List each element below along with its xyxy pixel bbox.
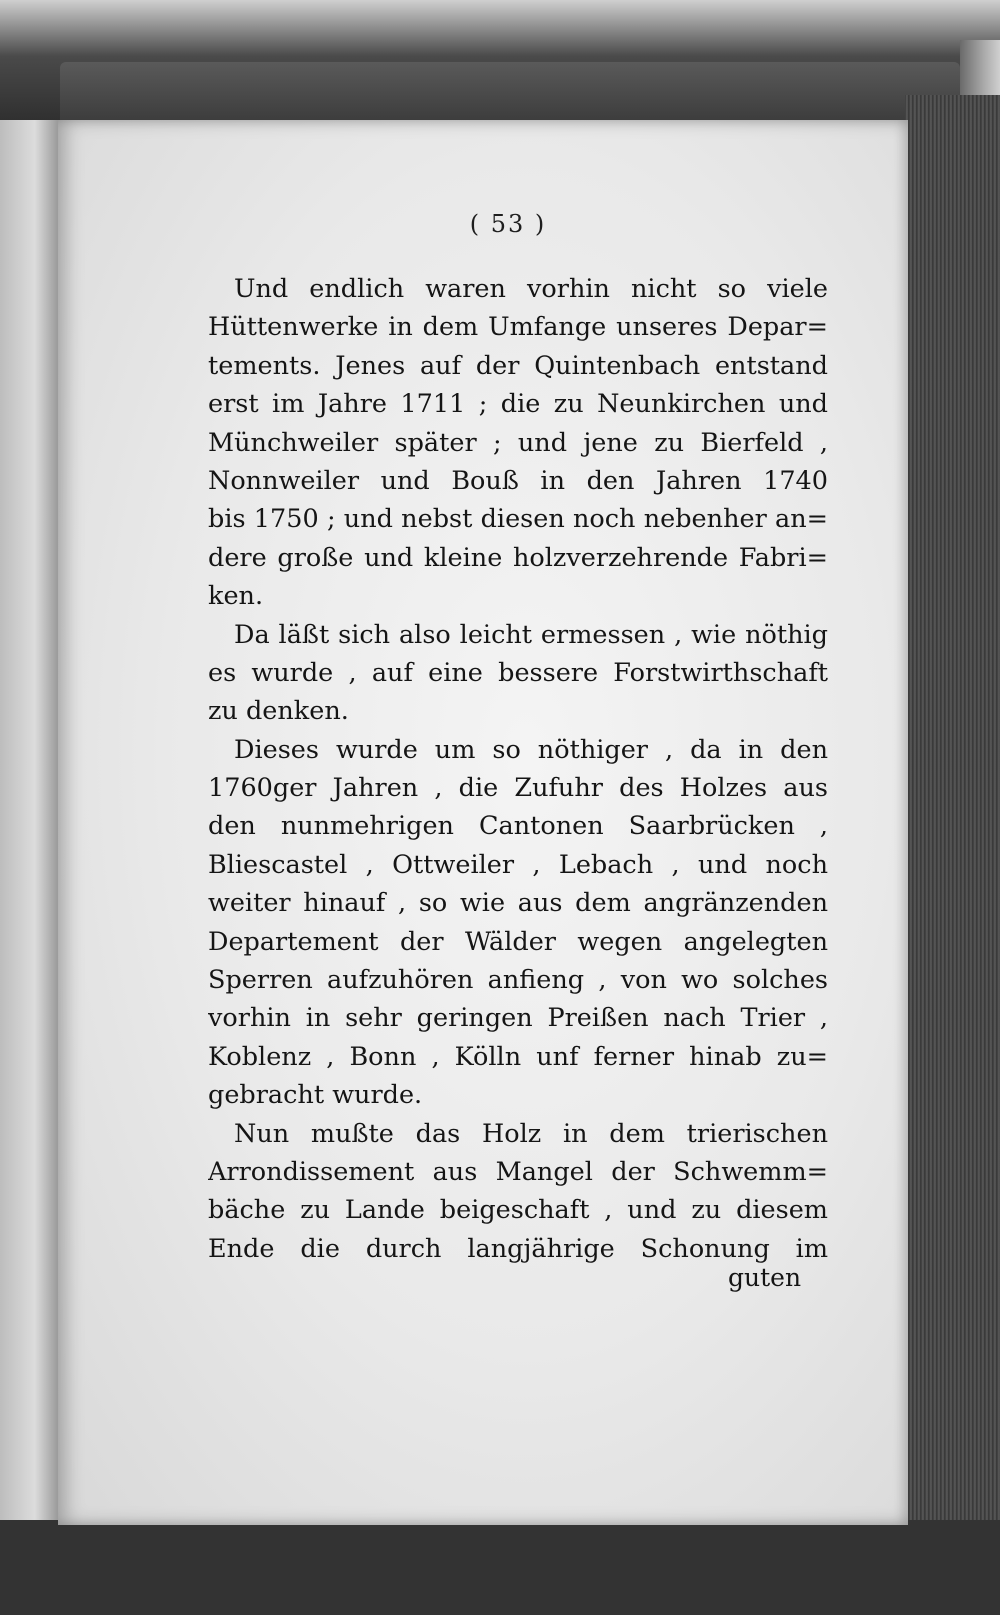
text-line: Hüttenwerke in dem Umfange unseres Depar= [208, 312, 828, 343]
page-number: ( 53 ) [469, 210, 547, 238]
text-line: Münchweiler später ; und jene zu Bierfeld , [208, 427, 828, 458]
text-line: gebracht wurde. [208, 1080, 423, 1111]
text-line: bäche zu Lande beigeschaft , und zu diesem [208, 1195, 828, 1226]
book-page [58, 120, 908, 1525]
text-line: Nun mußte das Holz in dem trierischen [234, 1118, 828, 1149]
text-line: vorhin in sehr geringen Preißen nach Trier , [208, 1003, 828, 1034]
text-line: Arrondissement aus Mangel der Schwemm= [208, 1156, 828, 1187]
text-line: bis 1750 ; und nebst diesen noch nebenher an= [208, 504, 828, 535]
text-line: zu denken. [208, 696, 349, 727]
text-line: es wurde , auf eine bessere Forstwirthschaft [208, 657, 828, 688]
text-line: Departement der Wälder wegen angelegten [208, 926, 828, 957]
text-line: erst im Jahre 1711 ; die zu Neunkirchen und [208, 389, 828, 420]
text-line: weiter hinauf , so wie aus dem angränzenden [208, 888, 828, 919]
left-page-margin [0, 120, 61, 1615]
text-line: Dieses wurde um so nöthiger , da in den [234, 734, 828, 765]
text-line: ken. [208, 581, 264, 612]
text-line: Nonnweiler und Bouß in den Jahren 1740 [208, 465, 828, 496]
text-line: Sperren aufzuhören anfieng , von wo solches [208, 965, 828, 996]
book-cover-band [60, 62, 960, 122]
text-line: 1760ger Jahren , die Zufuhr des Holzes aus [208, 773, 828, 804]
text-line: dere große und kleine holzverzehrende Fabri= [208, 542, 828, 573]
page-edges [905, 95, 1000, 1525]
text-line: Und endlich waren vorhin nicht so viele [234, 274, 828, 304]
page-text [208, 270, 828, 1268]
text-line: Ende die durch langjährige Schonung im [208, 1233, 828, 1264]
text-line: tements. Jenes auf der Quintenbach entstand [208, 350, 828, 381]
catchword: guten [728, 1263, 802, 1292]
text-line: Bliescastel , Ottweiler , Lebach , und noch [208, 849, 828, 880]
text-line: Da läßt sich also leicht ermessen , wie nöthig [234, 619, 828, 650]
bottom-background [0, 1520, 1000, 1615]
text-line: den nunmehrigen Cantonen Saarbrücken , [208, 811, 828, 842]
text-line: Koblenz , Bonn , Kölln unf ferner hinab zu= [208, 1041, 828, 1072]
